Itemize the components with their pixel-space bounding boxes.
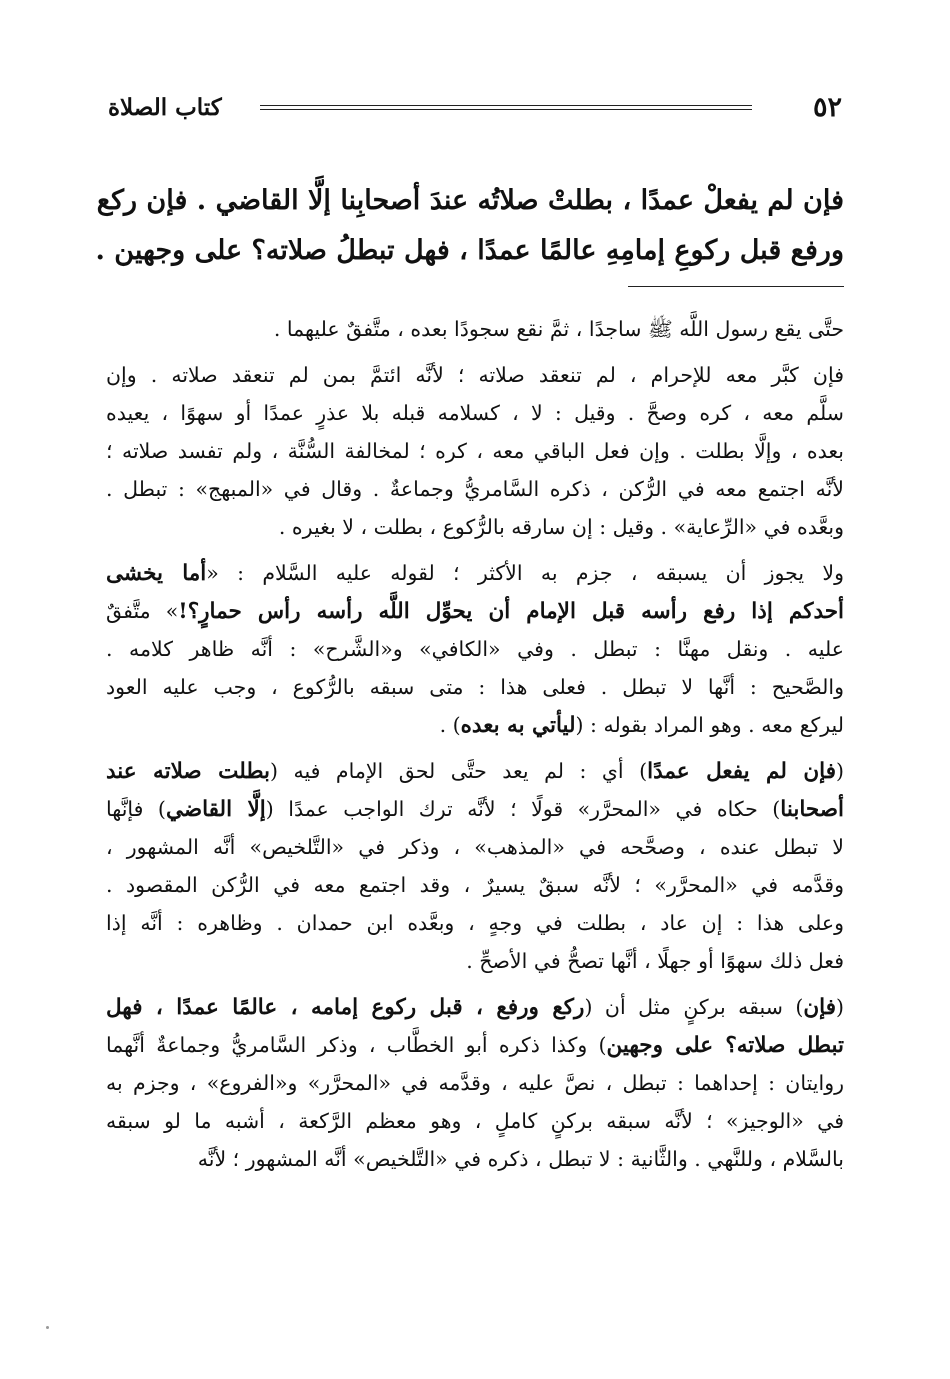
text-segment: ولا يجوز أن يسبقه ، جزم به الأكثر ؛ لقوله عليه السَّلام : « — [206, 561, 844, 585]
text-segment: في «الوجيز» ؛ لأنَّه سبقه بركنٍ كاملٍ ، وهو معظم الرَّكعة ، أشبه ما لو سبقه — [106, 1109, 844, 1133]
scan-speck — [46, 1326, 49, 1329]
commentary-line — [106, 942, 844, 980]
commentary-line — [106, 394, 844, 432]
text-segment: والصَّحيح : أنَّها لا تبطل . فعلى هذا : متى سبقه بالرُّكوع ، وجب عليه العود — [106, 675, 844, 699]
bold-text-segment: أصحابنا — [780, 797, 844, 822]
text-segment: ) وكذا ذكره أبو الخطَّاب ، وذكر السَّامريُّ وجماعةٌ أنَّهما — [106, 1033, 607, 1057]
text-segment: ) سبقه بركنٍ مثل أن ( — [584, 995, 804, 1019]
text-segment: ) . — [439, 713, 461, 737]
bold-text-segment: بطلت صلاته عند — [106, 759, 270, 784]
text-segment: حتَّى يقع رسول اللَّه ﷺ ساجدًا ، ثمَّ نقع سجودًا بعده ، متَّفقٌ عليهما . — [273, 317, 844, 341]
commentary-line — [106, 310, 844, 348]
text-segment: لأنَّه اجتمع معه في الرُّكن ، ذكره السَّامريُّ وجماعةٌ . وقال في «المبهج» : تبطل . — [106, 477, 844, 501]
commentary-line — [106, 706, 844, 744]
text-segment: بالسَّلام ، وللنَّهي . والثَّانية : لا تبطل ، ذكره في «التَّلخيص» أنَّه المشهور ؛ لأنَّه — [197, 1147, 844, 1171]
commentary-paragraph — [106, 554, 844, 744]
commentary-line — [106, 752, 844, 790]
header-double-rule — [260, 105, 752, 110]
bold-text-segment: ركع ورفع ، قبل ركوع إمامه ، عالمًا عمدًا ، فهل — [106, 995, 585, 1020]
footnote-divider — [628, 286, 844, 287]
commentary-paragraph — [106, 988, 844, 1178]
bold-text-segment: إلَّا القاضي — [165, 797, 266, 822]
commentary-line — [106, 904, 844, 942]
text-segment: سلَّم معه ، كره وصحَّ . وقيل : لا ، كسلامه قبله بلا عذرٍ عمدًا أو سهوًا ، يعيده — [106, 401, 844, 425]
text-segment: ورفع قبل ركوعِ إمامِهِ عالمًا عمدًا ، فهل تبطلُ صلاته؟ على وجهين . — [95, 235, 844, 266]
commentary-paragraph — [106, 310, 844, 348]
bold-text-segment: أحدكم إذا رفع رأسه قبل الإمام أن يحوِّل اللَّه رأسه رأس حمارٍ؟! — [178, 599, 844, 624]
text-segment: فإن كبَّر معه للإحرام ، لم تنعقد صلاته ؛ لأنَّه ائتمَّ بمن لم تنعقد صلاته . وإن — [106, 363, 844, 387]
commentary-line — [106, 1026, 844, 1064]
text-segment: وقدَّمه في «المحرَّر» ؛ لأنَّه سبقٌ يسيرٌ ، وقد اجتمع معه في الرُّكن المقصود . — [106, 873, 844, 897]
commentary-line — [106, 1064, 844, 1102]
text-segment: ليركع معه . وهو المراد بقوله : ( — [575, 713, 844, 737]
matn-line — [96, 176, 844, 226]
running-head: كتاب الصلاة — [108, 94, 222, 121]
bold-text-segment: فإن لم يفعل عمدًا — [647, 759, 836, 784]
commentary-line — [106, 1140, 844, 1178]
matn-text — [95, 176, 844, 276]
commentary-line — [106, 668, 844, 706]
text-segment: لا تبطل عنده ، وصحَّحه في «المذهب» ، وذكر في «التَّلخيص» أنَّه المشهور ، — [106, 835, 844, 859]
text-segment: وبعَّده في «الرِّعاية» . وقيل : إن سارقه بالرُّكوع ، بطلت ، لا بغيره . — [278, 515, 844, 539]
commentary-text — [106, 310, 844, 1186]
commentary-line — [106, 470, 844, 508]
text-segment: » متَّفقٌ — [106, 599, 179, 623]
commentary-line — [106, 866, 844, 904]
commentary-line — [106, 988, 844, 1026]
text-segment: ( — [835, 759, 844, 783]
text-segment: عليه . ونقل مهنَّا : تبطل . وفي «الكافي» و«الشَّرح» : أنَّه ظاهر كلامه . — [106, 637, 844, 661]
text-segment: ) فإنَّها — [106, 797, 166, 821]
text-segment: فإن لم يفعلْ عمدًا ، بطلتْ صلاتُه عندَ أصحابِنا إلَّا القاضي . فإن ركع — [96, 185, 844, 216]
text-segment: ) أي : لم يعد حتَّى لحق الإمام فيه ( — [269, 759, 648, 783]
commentary-line — [106, 356, 844, 394]
commentary-line — [106, 790, 844, 828]
bold-text-segment: ليأتي به بعده — [460, 713, 576, 738]
bold-text-segment: تبطل صلاته؟ على وجهين — [606, 1033, 844, 1058]
bold-text-segment: أما يخشى — [106, 561, 207, 586]
commentary-line — [106, 1102, 844, 1140]
text-segment: روايتان : إحداهما : تبطل ، نصَّ عليه ، وقدَّمه في «المحرَّر» و«الفروع» ، وجزم به — [106, 1071, 844, 1095]
commentary-line — [106, 828, 844, 866]
commentary-line — [106, 630, 844, 668]
commentary-line — [106, 508, 844, 546]
text-segment: ) حكاه في «المحرَّر» قولًا ؛ لأنَّه ترك الواجب عمدًا ( — [265, 797, 781, 821]
matn-line — [95, 226, 844, 276]
text-segment: بعده ، وإلَّا بطلت . وإن فعل الباقي معه ، كره ؛ لمخالفة السُّنَّة ، ولم تفسد صلاته ؛ — [106, 439, 844, 463]
page-header — [108, 92, 842, 124]
text-segment: فعل ذلك سهوًا أو جهلًا ، أنَّها تصحُّ في الأصحِّ . — [466, 949, 844, 973]
page-number: ٥٢ — [812, 92, 842, 123]
commentary-paragraph — [106, 752, 844, 980]
text-segment: وعلى هذا : إن عاد ، بطلت في وجهٍ ، وبعَّده ابن حمدان . وظاهره : أنَّه إذا — [106, 911, 844, 935]
commentary-line — [106, 554, 844, 592]
text-segment: ( — [836, 995, 844, 1019]
commentary-line — [106, 432, 844, 470]
commentary-paragraph — [106, 356, 844, 546]
commentary-line — [106, 592, 844, 630]
bold-text-segment: فإن — [803, 995, 836, 1020]
